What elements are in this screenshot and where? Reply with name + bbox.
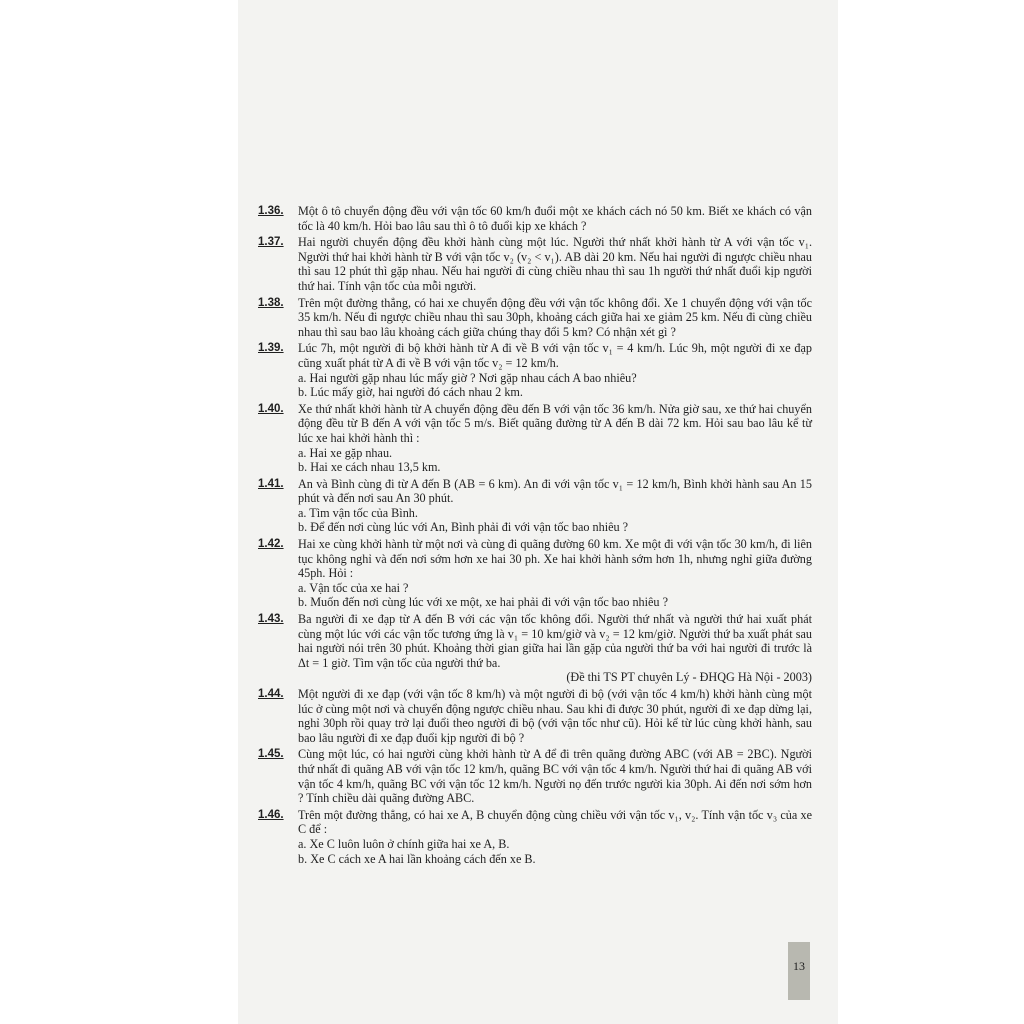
problem-item: [258, 612, 812, 685]
problem-item: [258, 341, 812, 399]
problem-source: (Đề thi TS PT chuyên Lý - ĐHQG Hà Nội - 2003): [566, 670, 812, 685]
sub-question: b. Để đến nơi cùng lúc với An, Bình phải đi với vận tốc bao nhiêu ?: [298, 520, 629, 535]
problem-number: 1.39.: [258, 342, 284, 355]
problem-number: 1.37.: [258, 236, 284, 249]
problem-statement: Xe thứ nhất khởi hành từ A chuyển động đều đến B với vận tốc 36 km/h. Nửa giờ sau, xe thứ hai chuyển động đều từ B đến A với vận tốc 5 m/s. Biết quãng đường từ A đến B dài 72 km. Hỏi sau bao lâu kể từ lúc xe hai khởi hành thì :: [298, 401, 812, 445]
problem-statement: Hai người chuyển động đều khởi hành cùng một lúc. Người thứ nhất khởi hành từ A với vận tốc v₁. Người thứ hai khởi hành từ B với vận tốc v₂ (v₂ < v₁). AB dài 20 km. Nếu hai người đi ngược chiều nhau thì sau 12 phút thì gặp nhau. Nếu hai người đi cùng chiều nhau thì sau 1h người thứ nhất đuổi kịp người thứ hai. Tính vận tốc của mỗi người.: [298, 235, 812, 293]
problem-item: [258, 296, 812, 340]
sub-question: b. Hai xe cách nhau 13,5 km.: [298, 460, 441, 475]
problem-list: [258, 204, 812, 868]
problem-item: [258, 235, 812, 293]
problem-item: [258, 204, 812, 233]
problem-item: [258, 477, 812, 535]
problem-number: 1.40.: [258, 402, 284, 415]
problem-text: [298, 612, 812, 685]
problem-statement: Trên một đường thẳng, có hai xe chuyển động đều với vận tốc không đổi. Xe 1 chuyển động với vận tốc 35 km/h. Nếu đi ngược chiều nhau thì sau 30ph, khoảng cách giữa hai xe giảm 25 km. Nếu đi cùng chiều nhau thì sau bao lâu khoảng cách giữa chúng thay đổi 5 km? Có nhận xét gì ?: [298, 295, 812, 339]
problem-number: 1.43.: [258, 613, 284, 626]
problem-statement: Một ô tô chuyển động đều với vận tốc 60 km/h đuổi một xe khách cách nó 50 km. Biết xe khách có vận tốc là 40 km/h. Hỏi bao lâu sau thì ô tô đuổi kịp xe khách ?: [298, 204, 812, 233]
problem-statement: Một người đi xe đạp (với vận tốc 8 km/h) và một người đi bộ (với vận tốc 4 km/h) khởi hành cùng một lúc ở cùng một nơi và chuyển động ngược chiều nhau. Sau khi đi được 30 phút, người đi xe đạp dừng lại, nghỉ 30ph rồi quay trở lại đuổi theo người đi bộ (với vận tốc như cũ). Hỏi kể từ lúc cùng khởi hành, sau bao lâu người đi xe đạp đuổi kịp người đi bộ ?: [298, 687, 812, 745]
problem-text: [298, 341, 812, 399]
sub-question: a. Xe C luôn luôn ở chính giữa hai xe A, B.: [298, 836, 510, 851]
problem-text: [298, 687, 812, 745]
problem-statement: Lúc 7h, một người đi bộ khởi hành từ A đi về B với vận tốc v₁ = 4 km/h. Lúc 9h, một người đi xe đạp cũng xuất phát từ A đi về B với vận tốc v₂ = 12 km/h.: [298, 341, 812, 370]
problem-number: 1.36.: [258, 205, 284, 217]
problem-statement: Ba người đi xe đạp từ A đến B với các vận tốc không đổi. Người thứ nhất và người thứ hai xuất phát cùng một lúc với các vận tốc tương ứng là v₁ = 10 km/giờ và v₂ = 12 km/giờ. Người thứ ba xuất phát sau hai người nói trên 30 phút. Khoảng thời gian giữa hai lần gặp của người thứ ba với hai người đi trước là Δt = 1 giờ. Tìm vận tốc của người thứ ba.: [298, 612, 812, 670]
problem-statement: An và Bình cùng đi từ A đến B (AB = 6 km). An đi với vận tốc v₁ = 12 km/h, Bình khởi hành sau An 15 phút và đến nơi sau An 30 phút.: [298, 476, 812, 506]
problem-text: [298, 537, 812, 610]
problem-number: 1.38.: [258, 296, 284, 309]
problem-text: [298, 808, 812, 866]
problem-text: [298, 296, 812, 340]
problem-number: 1.41.: [258, 477, 284, 490]
problem-item: [258, 402, 812, 475]
sub-question: b. Muốn đến nơi cùng lúc với xe một, xe hai phải đi với vận tốc bao nhiêu ?: [298, 595, 668, 610]
problem-number: 1.45.: [258, 748, 284, 761]
problem-text: [298, 747, 812, 805]
problem-item: [258, 687, 812, 745]
sub-question: b. Xe C cách xe A hai lần khoảng cách đến xe B.: [298, 851, 536, 866]
sub-question: a. Tìm vận tốc của Bình.: [298, 505, 418, 520]
sub-question: b. Lúc mấy giờ, hai người đó cách nhau 2 km.: [298, 385, 523, 400]
page-number: 13: [788, 942, 810, 1000]
problem-text: [298, 477, 812, 535]
problem-number: 1.44.: [258, 688, 284, 700]
problem-text: [298, 204, 812, 233]
problem-statement: Cùng một lúc, có hai người cùng khởi hành từ A để đi trên quãng đường ABC (với AB = 2BC). Người thứ nhất đi quãng AB với vận tốc 12 km/h, quãng BC với vận tốc 4 km/h. Người thứ hai đi quãng AB với vận tốc 4 km/h, quãng BC với vận tốc 12 km/h. Người nọ đến trước người kia 30ph. Ai đến nơi sớm hơn ? Tính chiều dài quãng đường ABC.: [298, 747, 812, 806]
problem-statement: Trên một đường thẳng, có hai xe A, B chuyển động cùng chiều với vận tốc v₁, v₂. Tính vận tốc v₃ của xe C để :: [298, 807, 812, 837]
sub-question: a. Hai người gặp nhau lúc mấy giờ ? Nơi gặp nhau cách A bao nhiêu?: [298, 370, 637, 385]
problem-number: 1.46.: [258, 808, 284, 821]
problem-item: [258, 808, 812, 866]
sub-question: a. Hai xe gặp nhau.: [298, 445, 393, 460]
problem-item: [258, 747, 812, 805]
problem-text: [298, 235, 812, 293]
problem-text: [298, 402, 812, 475]
sub-question: a. Vận tốc của xe hai ?: [298, 580, 409, 595]
problem-number: 1.42.: [258, 538, 284, 551]
problem-item: [258, 537, 812, 610]
problem-statement: Hai xe cùng khởi hành từ một nơi và cùng đi quãng đường 60 km. Xe một đi với vận tốc 30 km/h, đi liên tục không nghỉ và đến nơi sớm hơn xe hai 30 ph. Xe hai khởi hành sớm hơn 1h, nhưng nghỉ giữa đường 45ph. Hỏi :: [298, 537, 812, 581]
